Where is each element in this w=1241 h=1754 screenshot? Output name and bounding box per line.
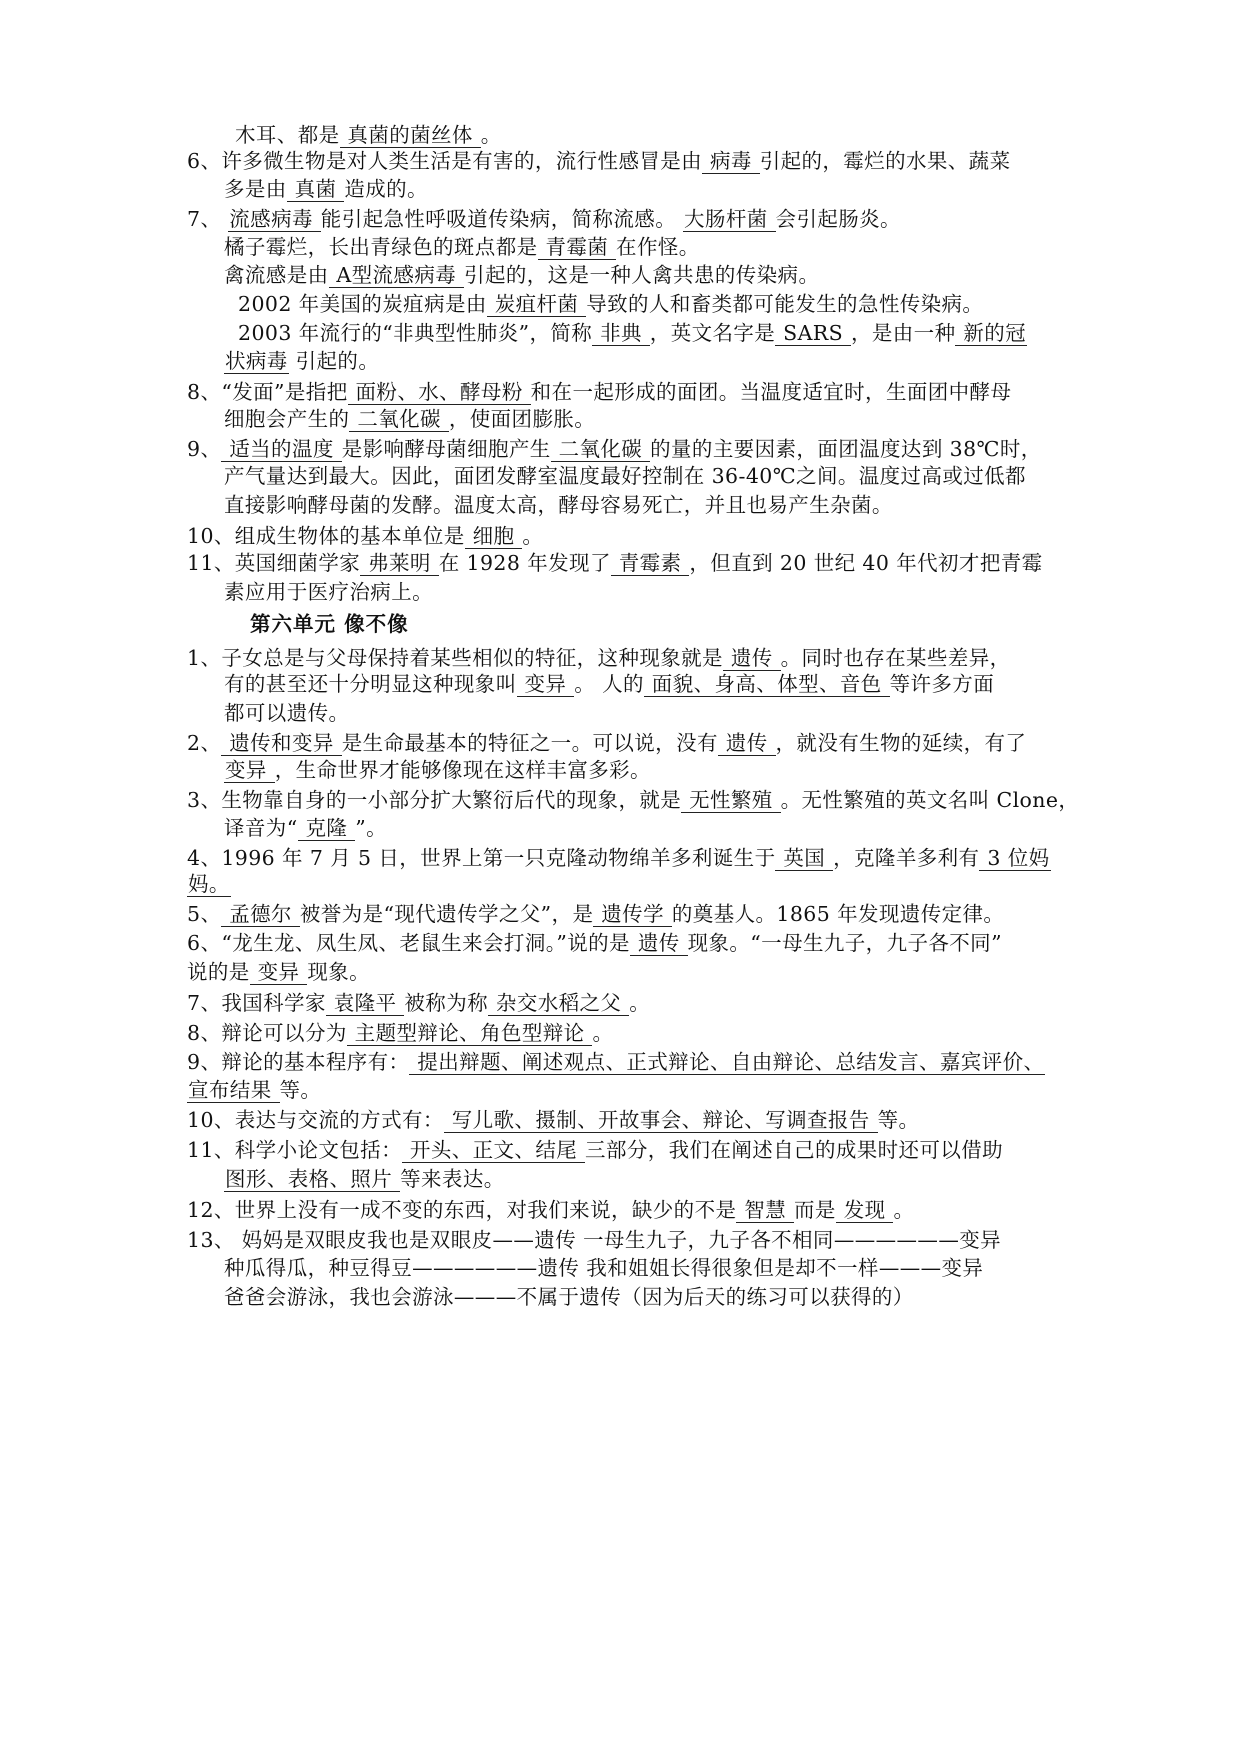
line-text: 引起的，霉烂的水果、蔬菜 [759, 149, 1011, 173]
line-text: 说的是 [187, 960, 250, 984]
answer-blank: 写儿歌、摄制、开故事会、辩论、写调查报告 [444, 1108, 877, 1132]
text-line [224, 261, 819, 289]
line-text: 被誉为是“现代遗传学之父”，是 [299, 902, 594, 926]
answer-blank: 袁隆平 [326, 991, 404, 1015]
line-text: 禽流感是由 [224, 263, 329, 287]
line-text: 6、许多微生物是对人类生活是有害的，流行性感冒是由 [187, 149, 703, 173]
text-line [187, 729, 1026, 757]
answer-blank: 主题型辩论、角色型辩论 [347, 1021, 592, 1045]
text-line [224, 491, 893, 519]
line-text: 6、“龙生龙、凤生凤、老鼠生来会打洞。”说的是 [187, 931, 630, 955]
answer-blank: 无性繁殖 [682, 788, 780, 812]
line-text: ，就没有生物的延续，有了 [775, 731, 1027, 755]
answer-blank: 弗莱明 [361, 551, 438, 575]
line-text: 。 [522, 524, 544, 548]
line-text: 2002 年美国的炭疽病是由 [238, 292, 487, 316]
answer-blank: 面粉、水、酵母粉 [348, 380, 530, 404]
line-text: 引起的。 [288, 349, 380, 373]
line-text: 等许多方面 [889, 672, 995, 696]
answer-blank: 流感病毒 [229, 207, 320, 231]
text-line [187, 1136, 1003, 1164]
answer-blank: SARS [776, 321, 850, 345]
text-line [224, 578, 433, 606]
line-text: 现象。“一母生九子，九子各不同” [687, 931, 1002, 955]
answer-blank: 病毒 [703, 149, 759, 173]
line-text: 的量的主要因素，面团温度达到 38℃时， [650, 437, 1042, 461]
text-line [187, 870, 231, 898]
line-text: ，使面团膨胀。 [448, 407, 596, 431]
line-text: 木耳、都是 [235, 123, 340, 147]
answer-blank: 遗传学 [594, 902, 671, 926]
line-text: 4、1996 年 7 月 5 日，世界上第一只克隆动物绵羊多利诞生于 [187, 846, 776, 870]
text-line [187, 1106, 919, 1134]
line-text: 都可以遗传。 [224, 701, 350, 725]
line-text: ，是由一种 [850, 321, 956, 345]
line-text: 10、组成生物体的基本单位是 [187, 524, 465, 548]
answer-blank: 真菌 [287, 177, 344, 201]
answer-blank: 适当的温度 [222, 437, 341, 461]
line-text: 在作怪。 [616, 235, 700, 259]
answer-blank: 3 位妈 [980, 846, 1050, 870]
line-text: 细胞会产生的 [224, 407, 350, 431]
text-line [187, 1076, 321, 1104]
line-text: 造成的。 [344, 177, 428, 201]
text-line [224, 233, 700, 261]
line-text: 和在一起形成的面团。当温度适宜时，生面团中酵母 [530, 380, 1012, 404]
answer-blank: 大肠杆菌 [684, 207, 775, 231]
line-text: 是生命最基本的特征之一。可以说，没有 [341, 731, 718, 755]
text-line [224, 1165, 505, 1193]
line-text: 1、子女总是与父母保持着某些相似的特征，这种现象就是 [187, 646, 723, 670]
text-line [187, 205, 901, 233]
answer-blank: 变异 [250, 960, 307, 984]
text-line [224, 347, 379, 375]
line-text: 译音为“ [224, 816, 298, 840]
line-text: ，但直到 20 世纪 40 年代初才把青霉 [689, 551, 1043, 575]
text-line [187, 1048, 1045, 1076]
text-line [224, 814, 387, 842]
line-text: 13、 妈妈是双眼皮我也是双眼皮——遗传 一母生九子，九子各不相同——————变异 [187, 1228, 1002, 1252]
line-text: 。 [592, 1021, 614, 1045]
line-text: 导致的人和畜类都可能发生的急性传染病。 [586, 292, 984, 316]
answer-blank: 克隆 [298, 816, 355, 840]
line-text: ，英文名字是 [649, 321, 776, 345]
answer-blank: 遗传 [718, 731, 775, 755]
line-text: 种瓜得瓜，种豆得豆——————遗传 我和姐姐长得很象但是却不一样———变异 [224, 1256, 984, 1280]
answer-blank: 提出辩题、阐述观点、正式辩论、自由辩论、总结发言、嘉宾评价、 [410, 1050, 1045, 1074]
answer-blank: 变异 [225, 758, 274, 782]
answer-blank: A型流感病毒 [329, 263, 464, 287]
line-text: 8、辩论可以分为 [187, 1021, 347, 1045]
line-text: 引起的，这是一种人禽共患的传染病。 [464, 263, 820, 287]
answer-blank: 二氧化碳 [551, 437, 650, 461]
section-heading [250, 610, 409, 638]
answer-blank: 炭疽杆菌 [487, 292, 586, 316]
answer-blank: 新的冠 [956, 321, 1027, 345]
answer-blank: 遗传 [630, 931, 687, 955]
text-line [187, 1019, 613, 1047]
answer-blank: 孟德尔 [222, 902, 299, 926]
answer-blank: 妈。 [188, 872, 230, 896]
line-text: 被称为称 [404, 991, 488, 1015]
line-text: 8、“发面”是指把 [187, 380, 348, 404]
text-line [224, 405, 595, 433]
line-text: 3、生物靠自身的一小部分扩大繁衍后代的现象，就是 [187, 788, 682, 812]
line-text: 是影响酵母菌细胞产生 [341, 437, 551, 461]
text-line [224, 699, 349, 727]
text-line [187, 522, 543, 550]
text-line [238, 319, 1027, 347]
line-text: 。 [480, 123, 502, 147]
answer-blank: 状病毒 [225, 349, 288, 373]
text-line [187, 435, 1042, 463]
line-text: 11、科学小论文包括： [187, 1138, 402, 1162]
answer-blank: 变异 [517, 672, 574, 696]
line-text: 。 人的 [574, 672, 644, 696]
line-text: 的奠基人。1865 年发现遗传定律。 [671, 902, 1005, 926]
answer-blank: 图形、表格、照片 [225, 1167, 400, 1191]
line-text: 三部分，我们在阐述自己的成果时还可以借助 [585, 1138, 1004, 1162]
line-text: 10、表达与交流的方式有： [187, 1108, 444, 1132]
line-text: 有的甚至还十分明显这种现象叫 [224, 672, 517, 696]
line-text: 会引起肠炎。 [775, 207, 901, 231]
answer-blank: 细胞 [465, 524, 522, 548]
line-text: 等。 [279, 1078, 322, 1102]
line-text: 5、 [187, 902, 222, 926]
line-text: ，生命世界才能够像现在这样丰富多彩。 [274, 758, 651, 782]
line-text: 产气量达到最大。因此，面团发酵室温度最好控制在 36-40℃之间。温度过高或过低都 [224, 464, 1026, 488]
answer-blank: 开头、正文、结尾 [403, 1138, 585, 1162]
text-line [224, 670, 994, 698]
answer-blank: 英国 [776, 846, 833, 870]
line-text: 第六单元 像不像 [250, 612, 409, 636]
line-text: 等。 [877, 1108, 920, 1132]
text-line [224, 462, 1026, 490]
line-text: 9、辩论的基本程序有： [187, 1050, 410, 1074]
answer-blank: 宣布结果 [188, 1078, 279, 1102]
text-line [187, 1226, 1001, 1254]
line-text: 等来表达。 [400, 1167, 505, 1191]
line-text: 爸爸会游泳，我也会游泳———不属于遗传（因为后天的练习可以获得的） [224, 1285, 914, 1309]
answer-blank: 真菌的菌丝体 [340, 123, 480, 147]
text-line [187, 1196, 914, 1224]
text-line [187, 989, 650, 1017]
text-line [235, 121, 502, 149]
line-text: 现象。 [307, 960, 371, 984]
line-text: 。无性繁殖的英文名叫 Clone， [780, 788, 1080, 812]
line-text: ，克隆羊多利有 [833, 846, 980, 870]
text-line [224, 756, 651, 784]
line-text: 。同时也存在某些差异， [780, 646, 1011, 670]
answer-blank: 青霉菌 [538, 235, 616, 259]
answer-blank: 二氧化碳 [350, 407, 448, 431]
text-line [187, 958, 370, 986]
text-line [187, 549, 1043, 577]
answer-blank: 发现 [836, 1198, 893, 1222]
text-line [187, 147, 1011, 175]
line-text: 7、我国科学家 [187, 991, 326, 1015]
line-text: 直接影响酵母菌的发酵。温度太高，酵母容易死亡，并且也易产生杂菌。 [224, 493, 893, 517]
line-text: 。 [629, 991, 651, 1015]
line-text: 能引起急性呼吸道传染病，简称流感。 [320, 207, 684, 231]
line-text: 2003 年流行的“非典型性肺炎”，简称 [238, 321, 593, 345]
line-text: 而是 [794, 1198, 836, 1222]
text-line [224, 1254, 983, 1282]
line-text: 橘子霉烂，长出青绿色的斑点都是 [224, 235, 538, 259]
answer-blank: 遗传和变异 [222, 731, 341, 755]
line-text: 12、世界上没有一成不变的东西，对我们来说，缺少的不是 [187, 1198, 737, 1222]
text-line [187, 378, 1011, 406]
text-line [224, 175, 428, 203]
text-line [187, 900, 1004, 928]
text-line [187, 644, 1011, 672]
line-text: 7、 [187, 207, 229, 231]
text-line [238, 290, 983, 318]
line-text: 2、 [187, 731, 222, 755]
line-text: 在 1928 年发现了 [438, 551, 611, 575]
answer-blank: 遗传 [723, 646, 780, 670]
text-line [224, 1283, 914, 1311]
line-text: 多是由 [224, 177, 287, 201]
answer-blank: 非典 [593, 321, 649, 345]
text-line [187, 929, 1002, 957]
line-text: ”。 [355, 816, 388, 840]
text-line [187, 786, 1079, 814]
line-text: 11、英国细菌学家 [187, 551, 361, 575]
answer-blank: 面貌、身高、体型、音色 [644, 672, 889, 696]
line-text: 素应用于医疗治病上。 [224, 580, 433, 604]
line-text: 。 [893, 1198, 915, 1222]
line-text: 9、 [187, 437, 222, 461]
answer-blank: 智慧 [737, 1198, 794, 1222]
text-line [187, 844, 1051, 872]
answer-blank: 杂交水稻之父 [489, 991, 629, 1015]
answer-blank: 青霉素 [611, 551, 689, 575]
